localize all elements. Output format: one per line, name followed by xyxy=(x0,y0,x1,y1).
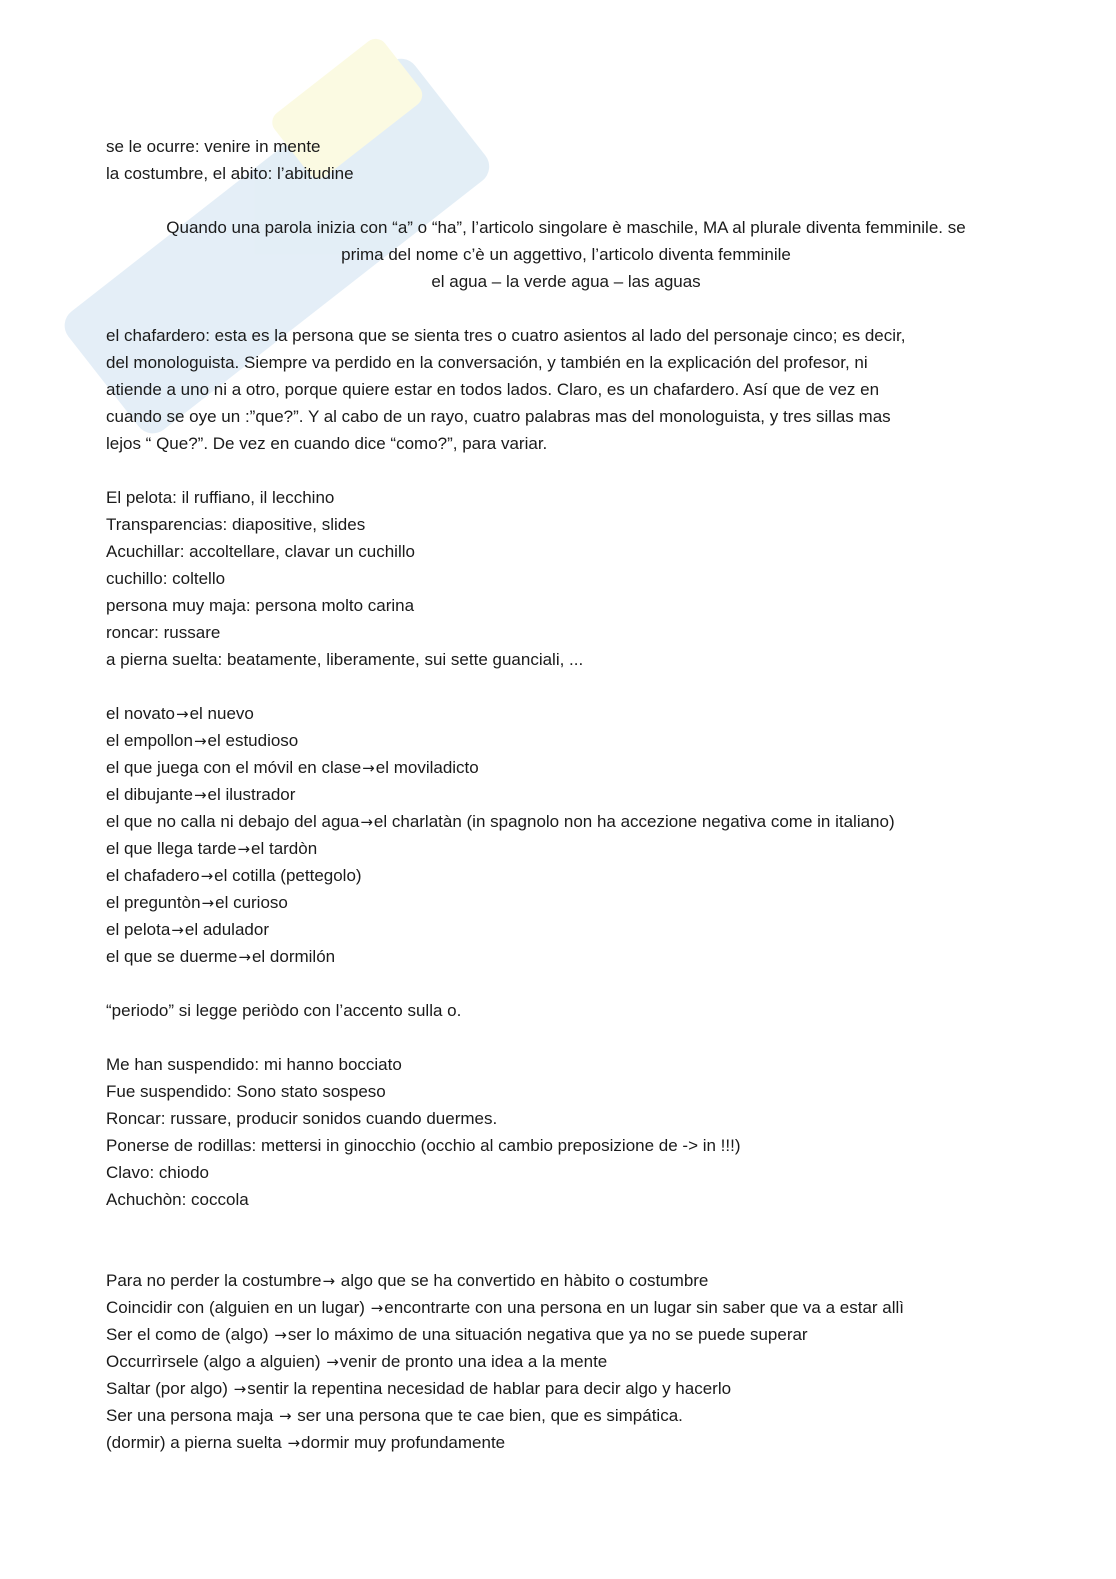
vocab-entry: Transparencias: diapositive, slides xyxy=(106,515,366,534)
vocab-entry: Clavo: chiodo xyxy=(106,1163,210,1182)
definition: el estudioso xyxy=(207,731,299,750)
arrow-entry xyxy=(106,943,1026,970)
vocab-entry: roncar: russare xyxy=(106,623,221,642)
blank-line xyxy=(106,187,1026,214)
term: Ser el como de (algo) xyxy=(106,1325,274,1344)
term: el que llega tarde xyxy=(106,839,237,858)
intro-line: la costumbre, el abito: l’abitudine xyxy=(106,164,354,183)
intro-line: se le ocurre: venire in mente xyxy=(106,137,321,156)
blank-line xyxy=(106,673,1026,700)
term: el empollon xyxy=(106,731,193,750)
vocab-entry: persona muy maja: persona molto carina xyxy=(106,596,415,615)
arrow-entry xyxy=(106,700,1026,727)
term: Occurrìrsele (algo a alguien) xyxy=(106,1352,326,1371)
vocabulary-list-2 xyxy=(106,1051,1026,1213)
term: el que no calla ni debajo del agua xyxy=(106,812,360,831)
arrow-right-icon: → xyxy=(171,921,184,939)
arrow-right-icon: → xyxy=(287,1434,301,1452)
definition: algo que se ha convertido en hàbito o costumbre xyxy=(336,1271,709,1290)
term: Coincidir con (alguien en un lugar) xyxy=(106,1298,370,1317)
vocab-entry: Ponerse de rodillas: mettersi in ginocchio (occhio al cambio preposizione de -> in !!!) xyxy=(106,1136,741,1155)
vocab-entry: Me han suspendido: mi hanno bocciato xyxy=(106,1055,402,1074)
paragraph-line: atiende a uno ni a otro, porque quiere estar en todos lados. Claro, es un chafardero. Así que de vez en xyxy=(106,380,880,399)
expression-entry xyxy=(106,1375,1026,1402)
definition: el cotilla (pettegolo) xyxy=(214,866,362,885)
arrow-right-icon: → xyxy=(233,1380,247,1398)
term: el novato xyxy=(106,704,175,723)
definition: ser una persona que te cae bien, que es simpática. xyxy=(292,1406,683,1425)
vocab-entry: cuchillo: coltello xyxy=(106,569,226,588)
arrow-entry xyxy=(106,835,1026,862)
vocab-entry: Fue suspendido: Sono stato sospeso xyxy=(106,1082,386,1101)
vocab-entry: Acuchillar: accoltellare, clavar un cuchillo xyxy=(106,542,415,561)
blank-line xyxy=(106,1213,1026,1240)
arrow-entry xyxy=(106,916,1026,943)
definition: el nuevo xyxy=(189,704,254,723)
arrow-entry xyxy=(106,781,1026,808)
definition: venir de pronto una idea a la mente xyxy=(339,1352,608,1371)
definition: el ilustrador xyxy=(207,785,296,804)
paragraph-line: lejos “ Que?”. De vez en cuando dice “como?”, para variar. xyxy=(106,434,548,453)
arrow-right-icon: → xyxy=(326,1353,339,1371)
definition: el charlatàn (in spagnolo non ha accezione negativa come in italiano) xyxy=(373,812,895,831)
intro-section xyxy=(106,133,1026,187)
blank-line xyxy=(106,457,1026,484)
periodo-note: “periodo” si legge periòdo con l’accento sulla o. xyxy=(106,1001,462,1020)
arrow-right-icon: → xyxy=(200,867,214,885)
expression-entry xyxy=(106,1321,1026,1348)
arrow-right-icon: → xyxy=(362,759,375,777)
arrow-right-icon: → xyxy=(322,1272,336,1290)
definition: encontrarte con una persona en un lugar sin saber que va a estar allì xyxy=(384,1298,905,1317)
vocab-entry: a pierna suelta: beatamente, liberamente, sui sette guanciali, ... xyxy=(106,650,584,669)
definition: el moviladicto xyxy=(375,758,479,777)
term: el que se duerme xyxy=(106,947,238,966)
expressions-list xyxy=(106,1267,1026,1456)
definition: el tardòn xyxy=(251,839,318,858)
expression-entry xyxy=(106,1348,1026,1375)
expression-entry xyxy=(106,1402,1026,1429)
term: (dormir) a pierna suelta xyxy=(106,1433,287,1452)
vocab-entry: El pelota: il ruffiano, il lecchino xyxy=(106,488,335,507)
arrow-right-icon: → xyxy=(360,813,373,831)
term: Ser una persona maja xyxy=(106,1406,278,1425)
blank-line xyxy=(106,1240,1026,1267)
arrow-right-icon: → xyxy=(274,1326,287,1344)
grammar-note-line: el agua – la verde agua – las aguas xyxy=(431,272,701,291)
grammar-note xyxy=(106,214,1026,295)
expression-entry xyxy=(106,1429,1026,1456)
arrow-right-icon: → xyxy=(193,786,207,804)
arrow-right-icon: → xyxy=(370,1299,384,1317)
vocabulary-list-1 xyxy=(106,484,1026,673)
definition: dormir muy profundamente xyxy=(301,1433,506,1452)
arrow-synonym-list xyxy=(106,700,1026,970)
arrow-right-icon: → xyxy=(193,732,207,750)
paragraph-line: el chafardero: esta es la persona que se sienta tres o cuatro asientos al lado del personaje cinco; es decir, xyxy=(106,326,906,345)
arrow-right-icon: → xyxy=(201,894,215,912)
term: el dibujante xyxy=(106,785,193,804)
document-page xyxy=(106,133,1026,1456)
grammar-note-line: Quando una parola inizia con “a” o “ha”, l’articolo singolare è maschile, MA al plurale diventa femminile. se xyxy=(166,218,966,237)
grammar-note-line: prima del nome c’è un aggettivo, l’articolo diventa femminile xyxy=(341,245,791,264)
blank-line xyxy=(106,1024,1026,1051)
paragraph-line: cuando se oye un :”que?”. Y al cabo de un rayo, cuatro palabras mas del monologuista, y tres sillas mas xyxy=(106,407,891,426)
arrow-entry xyxy=(106,754,1026,781)
paragraph-line: del monologuista. Siempre va perdido en la conversación, y también en la explicación del profesor, ni xyxy=(106,353,868,372)
chafardero-paragraph xyxy=(106,322,1026,457)
arrow-right-icon: → xyxy=(237,840,251,858)
term: el chafadero xyxy=(106,866,200,885)
vocab-entry: Achuchòn: coccola xyxy=(106,1190,249,1209)
term: el que juega con el móvil en clase xyxy=(106,758,362,777)
definition: el curioso xyxy=(215,893,288,912)
arrow-right-icon: → xyxy=(238,948,251,966)
arrow-right-icon: → xyxy=(279,1407,292,1425)
expression-entry xyxy=(106,1294,1026,1321)
arrow-entry xyxy=(106,808,1026,835)
blank-line xyxy=(106,295,1026,322)
arrow-entry xyxy=(106,889,1026,916)
arrow-entry xyxy=(106,727,1026,754)
definition: ser lo máximo de una situación negativa que ya no se puede superar xyxy=(287,1325,808,1344)
vocab-entry: Roncar: russare, producir sonidos cuando duermes. xyxy=(106,1109,498,1128)
definition: sentir la repentina necesidad de hablar para decir algo y hacerlo xyxy=(247,1379,732,1398)
term: el preguntòn xyxy=(106,893,201,912)
expression-entry xyxy=(106,1267,1026,1294)
definition: el dormilón xyxy=(251,947,336,966)
term: el pelota xyxy=(106,920,171,939)
arrow-entry xyxy=(106,862,1026,889)
arrow-right-icon: → xyxy=(176,705,189,723)
definition: el adulador xyxy=(184,920,269,939)
term: Saltar (por algo) xyxy=(106,1379,233,1398)
blank-line xyxy=(106,970,1026,997)
term: Para no perder la costumbre xyxy=(106,1271,322,1290)
